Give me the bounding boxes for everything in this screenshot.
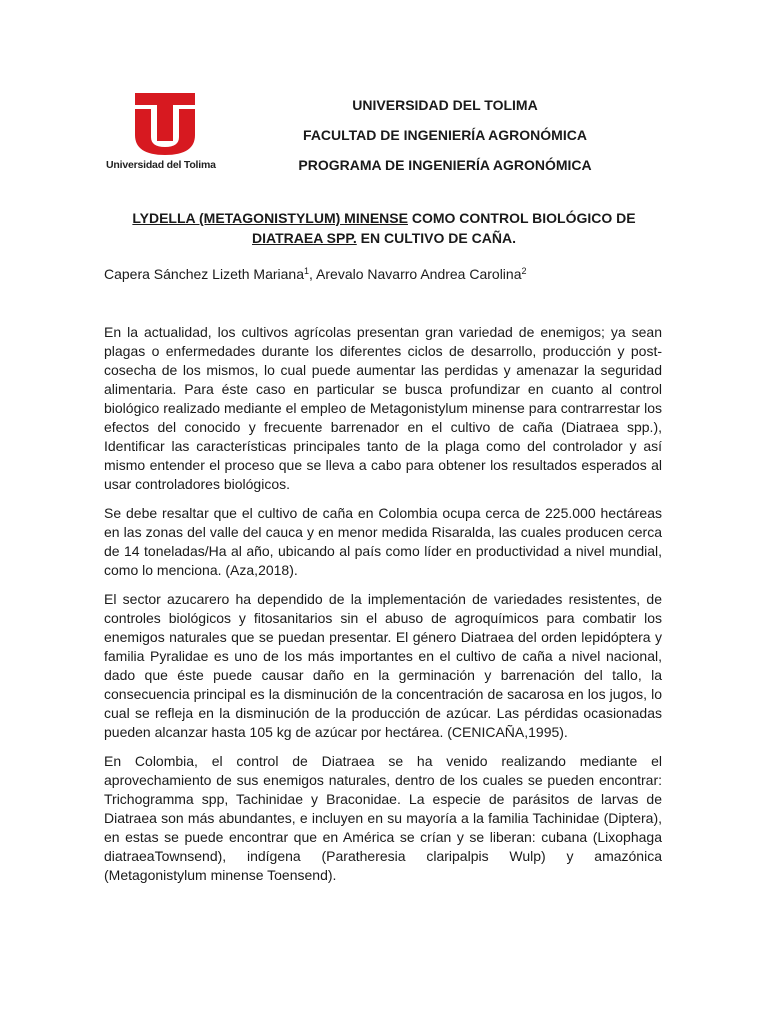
- faculty-name: FACULTAD DE INGENIERÍA AGRONÓMICA: [303, 127, 587, 143]
- author-2: Arevalo Navarro Andrea Carolina: [316, 266, 522, 282]
- university-emblem-icon: [133, 91, 197, 157]
- authors-line: [104, 261, 527, 284]
- document-title: [104, 208, 664, 248]
- author-1-affiliation: 1: [304, 266, 310, 276]
- university-logo: [106, 91, 224, 175]
- author-separator: ,: [309, 266, 317, 282]
- title-middle: COMO CONTROL BIOLÓGICO DE: [407, 210, 636, 226]
- program-name: PROGRAMA DE INGENIERÍA AGRONÓMICA: [298, 157, 592, 173]
- title-end: EN CULTIVO DE CAÑA.: [356, 230, 516, 246]
- document-header: [250, 90, 640, 180]
- logo-text: Universidad del Tolima: [106, 159, 216, 171]
- author-1: Capera Sánchez Lizeth Mariana: [104, 266, 305, 282]
- title-species-name: LYDELLA (METAGONISTYLUM) MINENSE: [132, 210, 408, 226]
- paragraph-1: En la actualidad, los cultivos agrícolas presentan gran variedad de enemigos; ya sean plagas o enfermedades durante los diferentes ciclos de desarrollo, producción y post-cosecha de los mismos, lo cual puede aumentar las perdidas y amenazar la seguridad alimentaria. Para éste caso en particular se busca profundizar en cuanto al control biológico realizado mediante el empleo de Metagonistylum minense para contrarrestar los efectos del conocido y frecuente barrenador en el cultivo de caña (Diatraea spp.), Identificar las características principales tanto de la plaga como del controlador y así mismo entender el proceso que se lleva a cabo para obtener los resultados esperados al usar controladores biológicos.: [104, 324, 662, 492]
- document-body: [104, 323, 662, 895]
- title-pest-name: DIATRAEA SPP.: [252, 230, 357, 246]
- paragraph-4: En Colombia, el control de Diatraea se ha venido realizando mediante el aprovechamiento de sus enemigos naturales, dentro de los cuales se pueden encontrar: Trichogramma spp, Tachinidae y Braconidae. La especie de parásitos de larvas de Diatraea son más abundantes, e incluyen en su mayoría a la familia Tachinidae (Diptera), en estas se puede encontrar que en América se crían y se liberan: cubana (Lixophaga diatraeaTownsend), indígena (Paratheresia claripalpis Wulp) y amazónica (Metagonistylum minense Toensend).: [104, 753, 662, 883]
- author-2-affiliation: 2: [521, 266, 527, 276]
- paragraph-3: El sector azucarero ha dependido de la implementación de variedades resistentes, de controles biológicos y fitosanitarios sin el abuso de agroquímicos para combatir los enemigos naturales que se puedan presentar. El género Diatraea del orden lepidóptera y familia Pyralidae es uno de los más importantes en el cultivo de caña a nivel nacional, dado que éste puede causar daño en la germinación y barrenación del tallo, la consecuencia principal es la disminución de la concentración de sacarosa en los jugos, lo cual se refleja en la disminución de la producción de azúcar. Las pérdidas ocasionadas pueden alcanzar hasta 105 kg de azúcar por hectárea. (CENICAÑA,1995).: [104, 591, 662, 740]
- paragraph-2: Se debe resaltar que el cultivo de caña en Colombia ocupa cerca de 225.000 hectáreas en las zonas del valle del cauca y en menor medida Risaralda, las cuales producen cerca de 14 toneladas/Ha al año, ubicando al país como líder en productividad a nivel mundial, como lo menciona. (Aza,2018).: [104, 505, 662, 578]
- university-name: UNIVERSIDAD DEL TOLIMA: [352, 97, 538, 113]
